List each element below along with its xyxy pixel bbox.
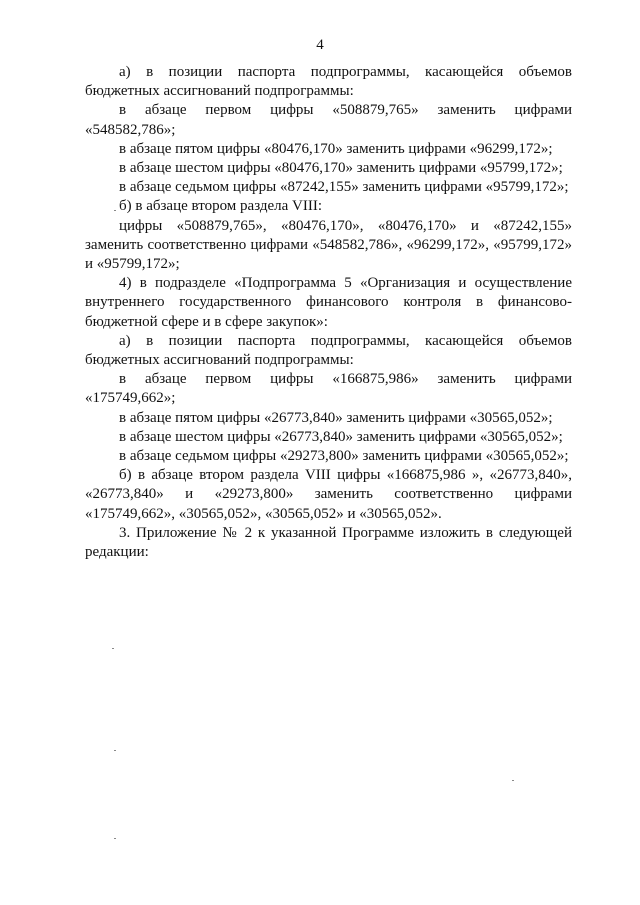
paragraph-first-abzats-2: в абзаце первом цифры «166875,986» заменить цифрами «175749,662»;	[85, 371, 572, 407]
document-body	[85, 63, 572, 562]
scan-speck	[114, 750, 116, 751]
paragraph-section-viii-b: б) в абзаце втором раздела VIII:	[119, 198, 323, 215]
paragraph-first-abzats: в абзаце первом цифры «508879,765» заменить цифрами «548582,786»;	[85, 102, 572, 138]
paragraph-section-viii-figures: цифры «508879,765», «80476,170», «80476,170» и «87242,155» заменить соответственно цифрами «548582,786», «96299,172», «95799,172» и «95799,172»;	[85, 217, 572, 273]
scan-speck	[114, 838, 116, 839]
scan-speck	[114, 210, 116, 211]
scan-speck	[112, 648, 114, 649]
paragraph-fifth-abzats-2: в абзаце пятом цифры «26773,840» заменить цифрами «30565,052»;	[119, 409, 553, 426]
paragraph-budget-passport-a-2: а) в позиции паспорта подпрограммы, касающейся объемов бюджетных ассигнований подпрограммы:	[85, 332, 572, 369]
scan-speck	[512, 780, 514, 781]
paragraph-fifth-abzats: в абзаце пятом цифры «80476,170» заменить цифрами «96299,172»;	[119, 140, 553, 157]
paragraph-budget-passport-a: а) в позиции паспорта подпрограммы, касающейся объемов бюджетных ассигнований подпрограммы:	[85, 64, 572, 100]
paragraph-sixth-abzats: в абзаце шестом цифры «80476,170» заменить цифрами «95799,172»;	[119, 160, 563, 177]
paragraph-seventh-abzats-2: в абзаце седьмом цифры «29273,800» заменить цифрами «30565,052»;	[119, 448, 569, 465]
paragraph-seventh-abzats: в абзаце седьмом цифры «87242,155» заменить цифрами «95799,172»;	[119, 179, 569, 196]
paragraph-sixth-abzats-2: в абзаце шестом цифры «26773,840» заменить цифрами «30565,052»;	[119, 428, 563, 445]
page-number: 4	[316, 37, 324, 53]
paragraph-section-viii-b-2: б) в абзаце втором раздела VIII цифры «166875,986 », «26773,840», «26773,840» и «29273,800» заменить соответственно цифрами «175749,662», «30565,052», «30565,052» и «30565,052».	[85, 467, 572, 522]
paragraph-subprogram-5: 4) в подразделе «Подпрограмма 5 «Организация и осуществление внутреннего государственного финансового контроля в финансово-бюджетной сфере и в сфере закупок»:	[85, 275, 572, 330]
paragraph-appendix-2: 3. Приложение № 2 к указанной Программе изложить в следующей редакции:	[85, 524, 572, 561]
